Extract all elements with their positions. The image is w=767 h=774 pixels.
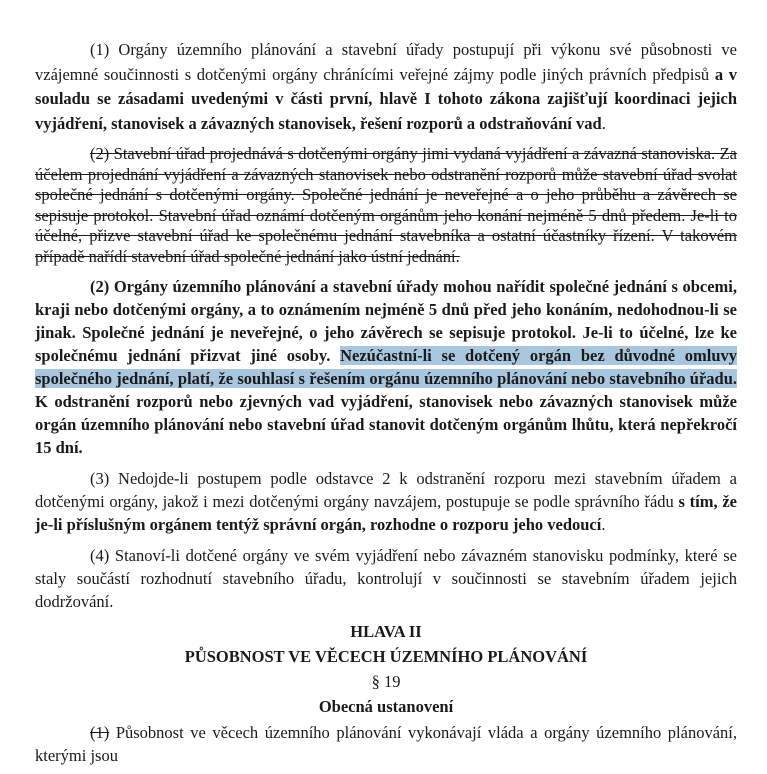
paragraph-3-period: . bbox=[601, 515, 606, 534]
paragraph-1-bold-text: a v souladu se zásadami uvedenými v části první, hlavě I tohoto zákona zajišťují koordinaci jejich vyjádření, stanovisek a závazných stanovisek, řešení rozporů a odstraňování vad bbox=[35, 64, 737, 133]
paragraph-2-new-text: (2) Orgány územního plánování a stavební úřady mohou nařídit společné jednání s obcemi, kraji nebo dotčenými orgány, a to oznámením nejméně 5 dnů před jeho konáním, nedohodnou-li se jinak. Společné jednání je neveřejné, o jeho závěrech se sepisuje protokol. Je-li to účelné, lze ke společnému jednání přizvat jiné osoby. bbox=[35, 277, 737, 365]
chapter-heading: HLAVA II bbox=[350, 622, 422, 641]
paragraph-5 bbox=[35, 721, 737, 767]
highlighted-text: Nezúčastní-li se dotčený orgán bez důvodné omluvy společného jednání, platí, že souhlasí s řešením orgánu územního plánování nebo stavebního úřadu. bbox=[35, 346, 738, 388]
paragraph-1-period: . bbox=[601, 113, 606, 133]
section-number-heading: § 19 bbox=[371, 672, 401, 691]
paragraph-3-bold-text: s tím, že je-li příslušným orgánem tentýž správní orgán, rozhodne o rozporu jeho vedoucí bbox=[35, 492, 737, 534]
chapter-title-heading: PŮSOBNOST VE VĚCECH ÚZEMNÍHO PLÁNOVÁNÍ bbox=[184, 647, 588, 666]
paragraph-2-new bbox=[35, 275, 737, 459]
paragraph-1 bbox=[35, 38, 737, 136]
paragraph-1-text: (1) Orgány územního plánování a stavební úřady postupují při výkonu své působnosti ve vzájemné součinnosti s dotčenými orgány chránícími veřejné zájmy podle jiných právních předpisů bbox=[35, 40, 737, 84]
paragraph-2-new-text-after: K odstranění rozporů nebo zjevných vad vyjádření, stanovisek nebo závazných stanovisek může orgán územního plánování nebo stavební úřad stanovit dotčeným orgánům lhůtu, která nepřekročí 15 dní. bbox=[35, 392, 737, 457]
section-title-heading: Obecná ustanovení bbox=[318, 697, 454, 716]
paragraph-3 bbox=[35, 467, 737, 536]
paragraph-5-text: Působnost ve věcech územního plánování vykonávají vláda a orgány územního plánování, kterými jsou bbox=[35, 723, 737, 765]
paragraph-4: (4) Stanoví-li dotčené orgány ve svém vyjádření nebo závazném stanovisku podmínky, které se staly součástí rozhodnutí stavebního úřadu, kontrolují v součinnosti se stavebním úřadem jejich dodržování. bbox=[35, 546, 737, 611]
paragraph-2-deleted: (2) Stavební úřad projednává s dotčenými orgány jimi vydaná vyjádření a závazná stanoviska. Za účelem projednání vyjádření a závazných stanovisek nebo odstranění rozporů může stavební úřad svolat společné jednání s dotčenými orgány. Společné jednání je neveřejné a o jeho průběhu a závěrech se sepisuje protokol. Stavební úřad oznámí dotčeným orgánům jeho konání nejméně 5 dnů předem. Je-li to účelné, přizve stavební úřad ke společnému jednání stavebníka a ostatní účastníky řízení. V takovém případě nařídí stavební úřad společné jednání jako ústní jednání. bbox=[35, 144, 737, 266]
paragraph-3-text: (3) Nedojde-li postupem podle odstavce 2 k odstranění rozporu mezi stavebním úřadem a dotčenými orgány, jakož i mezi dotčenými orgány navzájem, postupuje se podle správního řádu bbox=[35, 469, 737, 511]
paragraph-5-deleted-number: (1) bbox=[90, 723, 110, 742]
